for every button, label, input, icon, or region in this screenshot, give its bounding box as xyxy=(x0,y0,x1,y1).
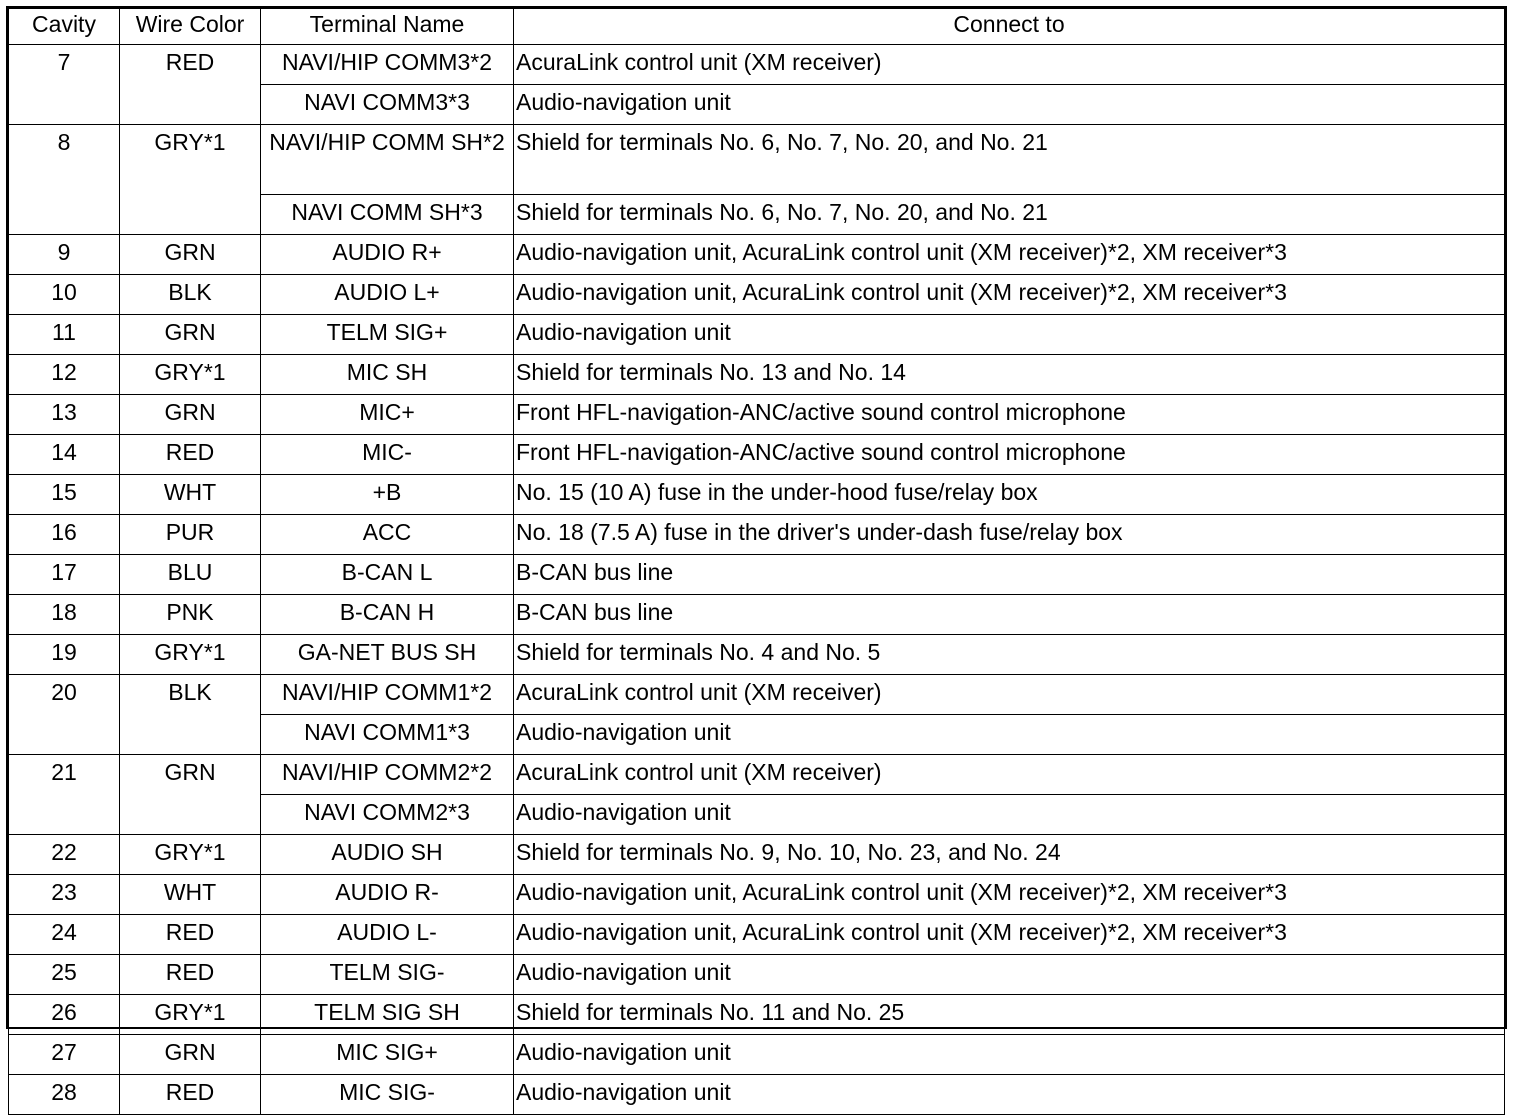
table-row xyxy=(9,675,1505,715)
cavity-cell: 15 xyxy=(9,475,120,515)
connect-to-cell: AcuraLink control unit (XM receiver) xyxy=(514,45,1505,85)
cavity-cell: 16 xyxy=(9,515,120,555)
table-row xyxy=(9,915,1505,955)
terminal-name-cell: AUDIO L- xyxy=(261,915,514,955)
table-row xyxy=(9,755,1505,795)
cavity-cell: 9 xyxy=(9,235,120,275)
terminal-name-cell: TELM SIG- xyxy=(261,955,514,995)
cavity-cell: 11 xyxy=(9,315,120,355)
terminal-name-cell: MIC SIG- xyxy=(261,1075,514,1115)
connect-to-cell: Audio-navigation unit, AcuraLink control unit (XM receiver)*2, XM receiver*3 xyxy=(514,235,1505,275)
header-row xyxy=(9,9,1505,45)
wire-color-cell: RED xyxy=(120,1075,261,1115)
table-row xyxy=(9,635,1505,675)
table-row xyxy=(9,995,1505,1035)
cavity-cell: 23 xyxy=(9,875,120,915)
table-row xyxy=(9,235,1505,275)
terminal-name-cell: MIC- xyxy=(261,435,514,475)
wire-color-cell: RED xyxy=(120,955,261,995)
terminal-name-cell: NAVI/HIP COMM3*2 xyxy=(261,45,514,85)
terminal-name-cell: AUDIO R+ xyxy=(261,235,514,275)
connect-to-cell: Audio-navigation unit, AcuraLink control unit (XM receiver)*2, XM receiver*3 xyxy=(514,275,1505,315)
cavity-cell: 22 xyxy=(9,835,120,875)
connect-to-cell: Audio-navigation unit xyxy=(514,715,1505,755)
terminal-name-cell: ACC xyxy=(261,515,514,555)
cavity-cell: 13 xyxy=(9,395,120,435)
terminal-name-cell: NAVI/HIP COMM1*2 xyxy=(261,675,514,715)
header-cavity: Cavity xyxy=(9,9,120,45)
table-row xyxy=(9,435,1505,475)
terminal-name-cell: +B xyxy=(261,475,514,515)
table-row xyxy=(9,475,1505,515)
table-row xyxy=(9,515,1505,555)
wire-color-cell: RED xyxy=(120,45,261,125)
cavity-cell: 14 xyxy=(9,435,120,475)
table-row xyxy=(9,955,1505,995)
terminal-name-cell: AUDIO SH xyxy=(261,835,514,875)
table-row xyxy=(9,45,1505,85)
wire-color-cell: RED xyxy=(120,435,261,475)
cavity-cell: 18 xyxy=(9,595,120,635)
terminal-name-cell: MIC SIG+ xyxy=(261,1035,514,1075)
terminal-name-cell: B-CAN L xyxy=(261,555,514,595)
wire-color-cell: GRN xyxy=(120,235,261,275)
wire-color-cell: PUR xyxy=(120,515,261,555)
table-row xyxy=(9,595,1505,635)
wire-color-cell: GRY*1 xyxy=(120,355,261,395)
connect-to-cell: Audio-navigation unit xyxy=(514,315,1505,355)
wire-color-cell: BLK xyxy=(120,275,261,315)
cavity-cell: 27 xyxy=(9,1035,120,1075)
wire-color-cell: GRY*1 xyxy=(120,125,261,235)
cavity-cell: 12 xyxy=(9,355,120,395)
cavity-cell: 10 xyxy=(9,275,120,315)
terminal-name-cell: MIC SH xyxy=(261,355,514,395)
wire-color-cell: GRN xyxy=(120,395,261,435)
cavity-cell: 8 xyxy=(9,125,120,235)
connect-to-cell: Shield for terminals No. 11 and No. 25 xyxy=(514,995,1505,1035)
terminal-name-cell: AUDIO L+ xyxy=(261,275,514,315)
terminal-name-cell: NAVI COMM1*3 xyxy=(261,715,514,755)
cavity-cell: 7 xyxy=(9,45,120,125)
wire-color-cell: PNK xyxy=(120,595,261,635)
connect-to-cell: AcuraLink control unit (XM receiver) xyxy=(514,675,1505,715)
connect-to-cell: Audio-navigation unit xyxy=(514,1075,1505,1115)
table-row xyxy=(9,275,1505,315)
wire-color-cell: GRN xyxy=(120,755,261,835)
table-row xyxy=(9,1075,1505,1115)
wire-color-cell: GRY*1 xyxy=(120,995,261,1035)
cavity-cell: 24 xyxy=(9,915,120,955)
connect-to-cell: Shield for terminals No. 6, No. 7, No. 20, and No. 21 xyxy=(514,195,1505,235)
table-row xyxy=(9,355,1505,395)
terminal-name-cell: TELM SIG SH xyxy=(261,995,514,1035)
wire-color-cell: GRY*1 xyxy=(120,835,261,875)
connect-to-cell: B-CAN bus line xyxy=(514,555,1505,595)
connect-to-cell: No. 15 (10 A) fuse in the under-hood fuse/relay box xyxy=(514,475,1505,515)
connect-to-cell: Audio-navigation unit xyxy=(514,955,1505,995)
terminal-name-cell: NAVI COMM3*3 xyxy=(261,85,514,125)
connect-to-cell: AcuraLink control unit (XM receiver) xyxy=(514,755,1505,795)
terminal-name-cell: NAVI/HIP COMM2*2 xyxy=(261,755,514,795)
header-wire-color: Wire Color xyxy=(120,9,261,45)
connect-to-cell: Audio-navigation unit, AcuraLink control unit (XM receiver)*2, XM receiver*3 xyxy=(514,875,1505,915)
wire-color-cell: BLK xyxy=(120,675,261,755)
connect-to-cell: Shield for terminals No. 6, No. 7, No. 20, and No. 21 xyxy=(514,125,1505,195)
cavity-cell: 26 xyxy=(9,995,120,1035)
cavity-cell: 17 xyxy=(9,555,120,595)
connect-to-cell: Shield for terminals No. 13 and No. 14 xyxy=(514,355,1505,395)
wire-color-cell: WHT xyxy=(120,875,261,915)
connect-to-cell: Shield for terminals No. 4 and No. 5 xyxy=(514,635,1505,675)
wire-color-cell: GRY*1 xyxy=(120,635,261,675)
cavity-cell: 21 xyxy=(9,755,120,835)
header-terminal-name: Terminal Name xyxy=(261,9,514,45)
wire-color-cell: GRN xyxy=(120,1035,261,1075)
connect-to-cell: Shield for terminals No. 9, No. 10, No. 23, and No. 24 xyxy=(514,835,1505,875)
cavity-cell: 28 xyxy=(9,1075,120,1115)
connect-to-cell: Front HFL-navigation-ANC/active sound control microphone xyxy=(514,435,1505,475)
table-row xyxy=(9,835,1505,875)
wire-color-cell: GRN xyxy=(120,315,261,355)
table-row xyxy=(9,395,1505,435)
table-row xyxy=(9,1035,1505,1075)
header-connect-to: Connect to xyxy=(514,9,1505,45)
table-row xyxy=(9,125,1505,195)
table-row xyxy=(9,875,1505,915)
table-row xyxy=(9,315,1505,355)
connector-terminal-table xyxy=(8,8,1505,1115)
terminal-name-cell: GA-NET BUS SH xyxy=(261,635,514,675)
connect-to-cell: Audio-navigation unit xyxy=(514,1035,1505,1075)
terminal-name-cell: NAVI/HIP COMM SH*2 xyxy=(261,125,514,195)
connect-to-cell: Audio-navigation unit, AcuraLink control unit (XM receiver)*2, XM receiver*3 xyxy=(514,915,1505,955)
connect-to-cell: Audio-navigation unit xyxy=(514,85,1505,125)
wire-color-cell: BLU xyxy=(120,555,261,595)
terminal-name-cell: NAVI COMM SH*3 xyxy=(261,195,514,235)
table-row xyxy=(9,555,1505,595)
connect-to-cell: Front HFL-navigation-ANC/active sound control microphone xyxy=(514,395,1505,435)
terminal-name-cell: AUDIO R- xyxy=(261,875,514,915)
terminal-name-cell: NAVI COMM2*3 xyxy=(261,795,514,835)
cavity-cell: 25 xyxy=(9,955,120,995)
connect-to-cell: Audio-navigation unit xyxy=(514,795,1505,835)
connector-terminal-table-frame xyxy=(6,6,1507,1105)
wire-color-cell: WHT xyxy=(120,475,261,515)
terminal-name-cell: B-CAN H xyxy=(261,595,514,635)
connect-to-cell: No. 18 (7.5 A) fuse in the driver's under-dash fuse/relay box xyxy=(514,515,1505,555)
terminal-name-cell: TELM SIG+ xyxy=(261,315,514,355)
wire-color-cell: RED xyxy=(120,915,261,955)
cavity-cell: 20 xyxy=(9,675,120,755)
connect-to-cell: B-CAN bus line xyxy=(514,595,1505,635)
terminal-name-cell: MIC+ xyxy=(261,395,514,435)
cavity-cell: 19 xyxy=(9,635,120,675)
